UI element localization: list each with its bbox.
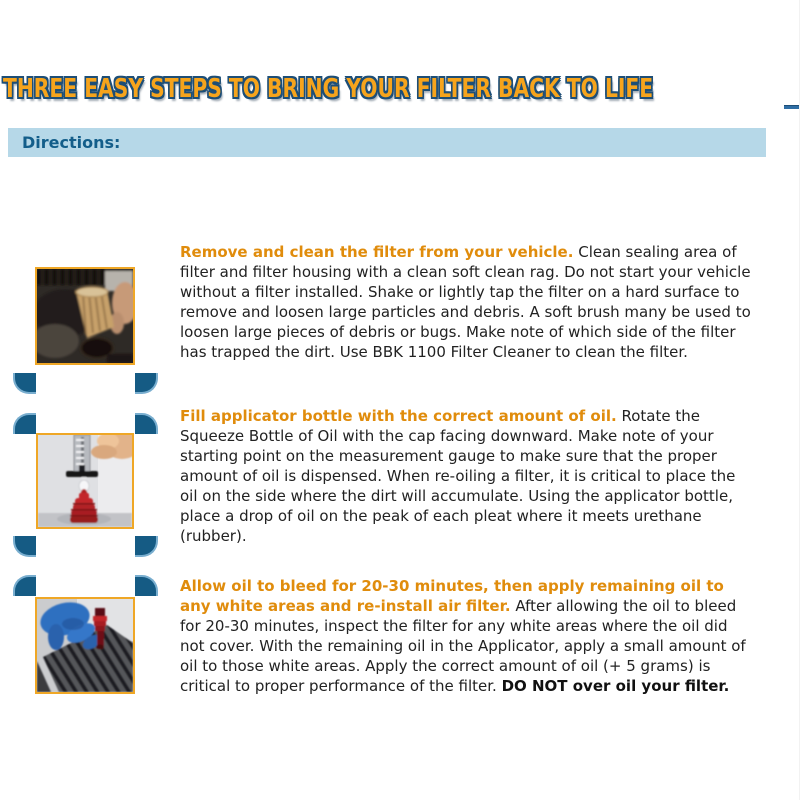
step1-engine-bay-photo	[35, 267, 135, 365]
right-edge-blue-bar	[784, 105, 799, 109]
oil-bottle-photo-graphic	[38, 435, 132, 527]
filter-oiling-photo-graphic	[37, 599, 133, 692]
step2-body: Rotate the Squeeze Bottle of Oil with the cap facing downward. Make note of your starting point on the measurement gauge to make sure that the proper amount of oil is dispensed. When re-oiling a filter, it is critical to place the oil on the side where the dirt will accumulate. Using the applicator bottle, place a drop of oil on the peak of each pleat where it meets urethane (rubber).	[180, 407, 736, 545]
step2-oil-bottle-photo	[36, 433, 134, 529]
banner-headline	[3, 74, 800, 104]
frame2-bottom-right-corner	[135, 536, 158, 557]
frame3-top-left-corner	[13, 575, 36, 596]
step2-heading: Fill applicator bottle with the correct amount of oil.	[180, 407, 617, 425]
step1-heading: Remove and clean the filter from your vehicle.	[180, 243, 574, 261]
frame2-top-right-corner	[135, 413, 158, 434]
frame2-bottom-left-corner	[13, 536, 36, 557]
step3-heading: Allow oil to bleed for 20-30 minutes, then apply remaining oil to any white areas and re-install air filter.	[180, 577, 724, 615]
step3-text	[180, 576, 755, 696]
step3-filter-oiling-photo	[35, 597, 135, 694]
engine-bay-photo-graphic	[37, 269, 133, 363]
frame1-bottom-left-corner	[13, 373, 36, 394]
step1-body: Clean sealing area of filter and filter housing with a clean soft clean rag. Do not start your vehicle without a filter installed. Shake or lightly tap the filter on a hard surface to remove and loosen large particles and debris. A soft brush many be used to loosen large pieces of debris or bugs. Make note of which side of the filter has trapped the dirt. Use BBK 1100 Filter Cleaner to clean the filter.	[180, 243, 751, 361]
frame2-top-left-corner	[13, 413, 36, 434]
step3-body: After allowing the oil to bleed for 20-30 minutes, inspect the filter for any white areas where the oil did not cover. With the remaining oil in the Applicator, apply a small amount of oil to those white areas. Apply the correct amount of oil (+ 5 grams) is critical to proper performance of the filter.	[180, 597, 746, 695]
banner-headline-text: THREE EASY STEPS TO BRING YOUR FILTER BACK TO LIFE	[3, 74, 654, 104]
directions-label: Directions:	[22, 133, 121, 152]
frame3-top-right-corner	[135, 575, 158, 596]
frame1-bottom-right-corner	[135, 373, 158, 394]
step1-text	[180, 242, 755, 362]
directions-bar	[8, 128, 766, 157]
step3-bold-warning: DO NOT over oil your filter.	[501, 677, 730, 695]
step2-text	[180, 406, 755, 546]
